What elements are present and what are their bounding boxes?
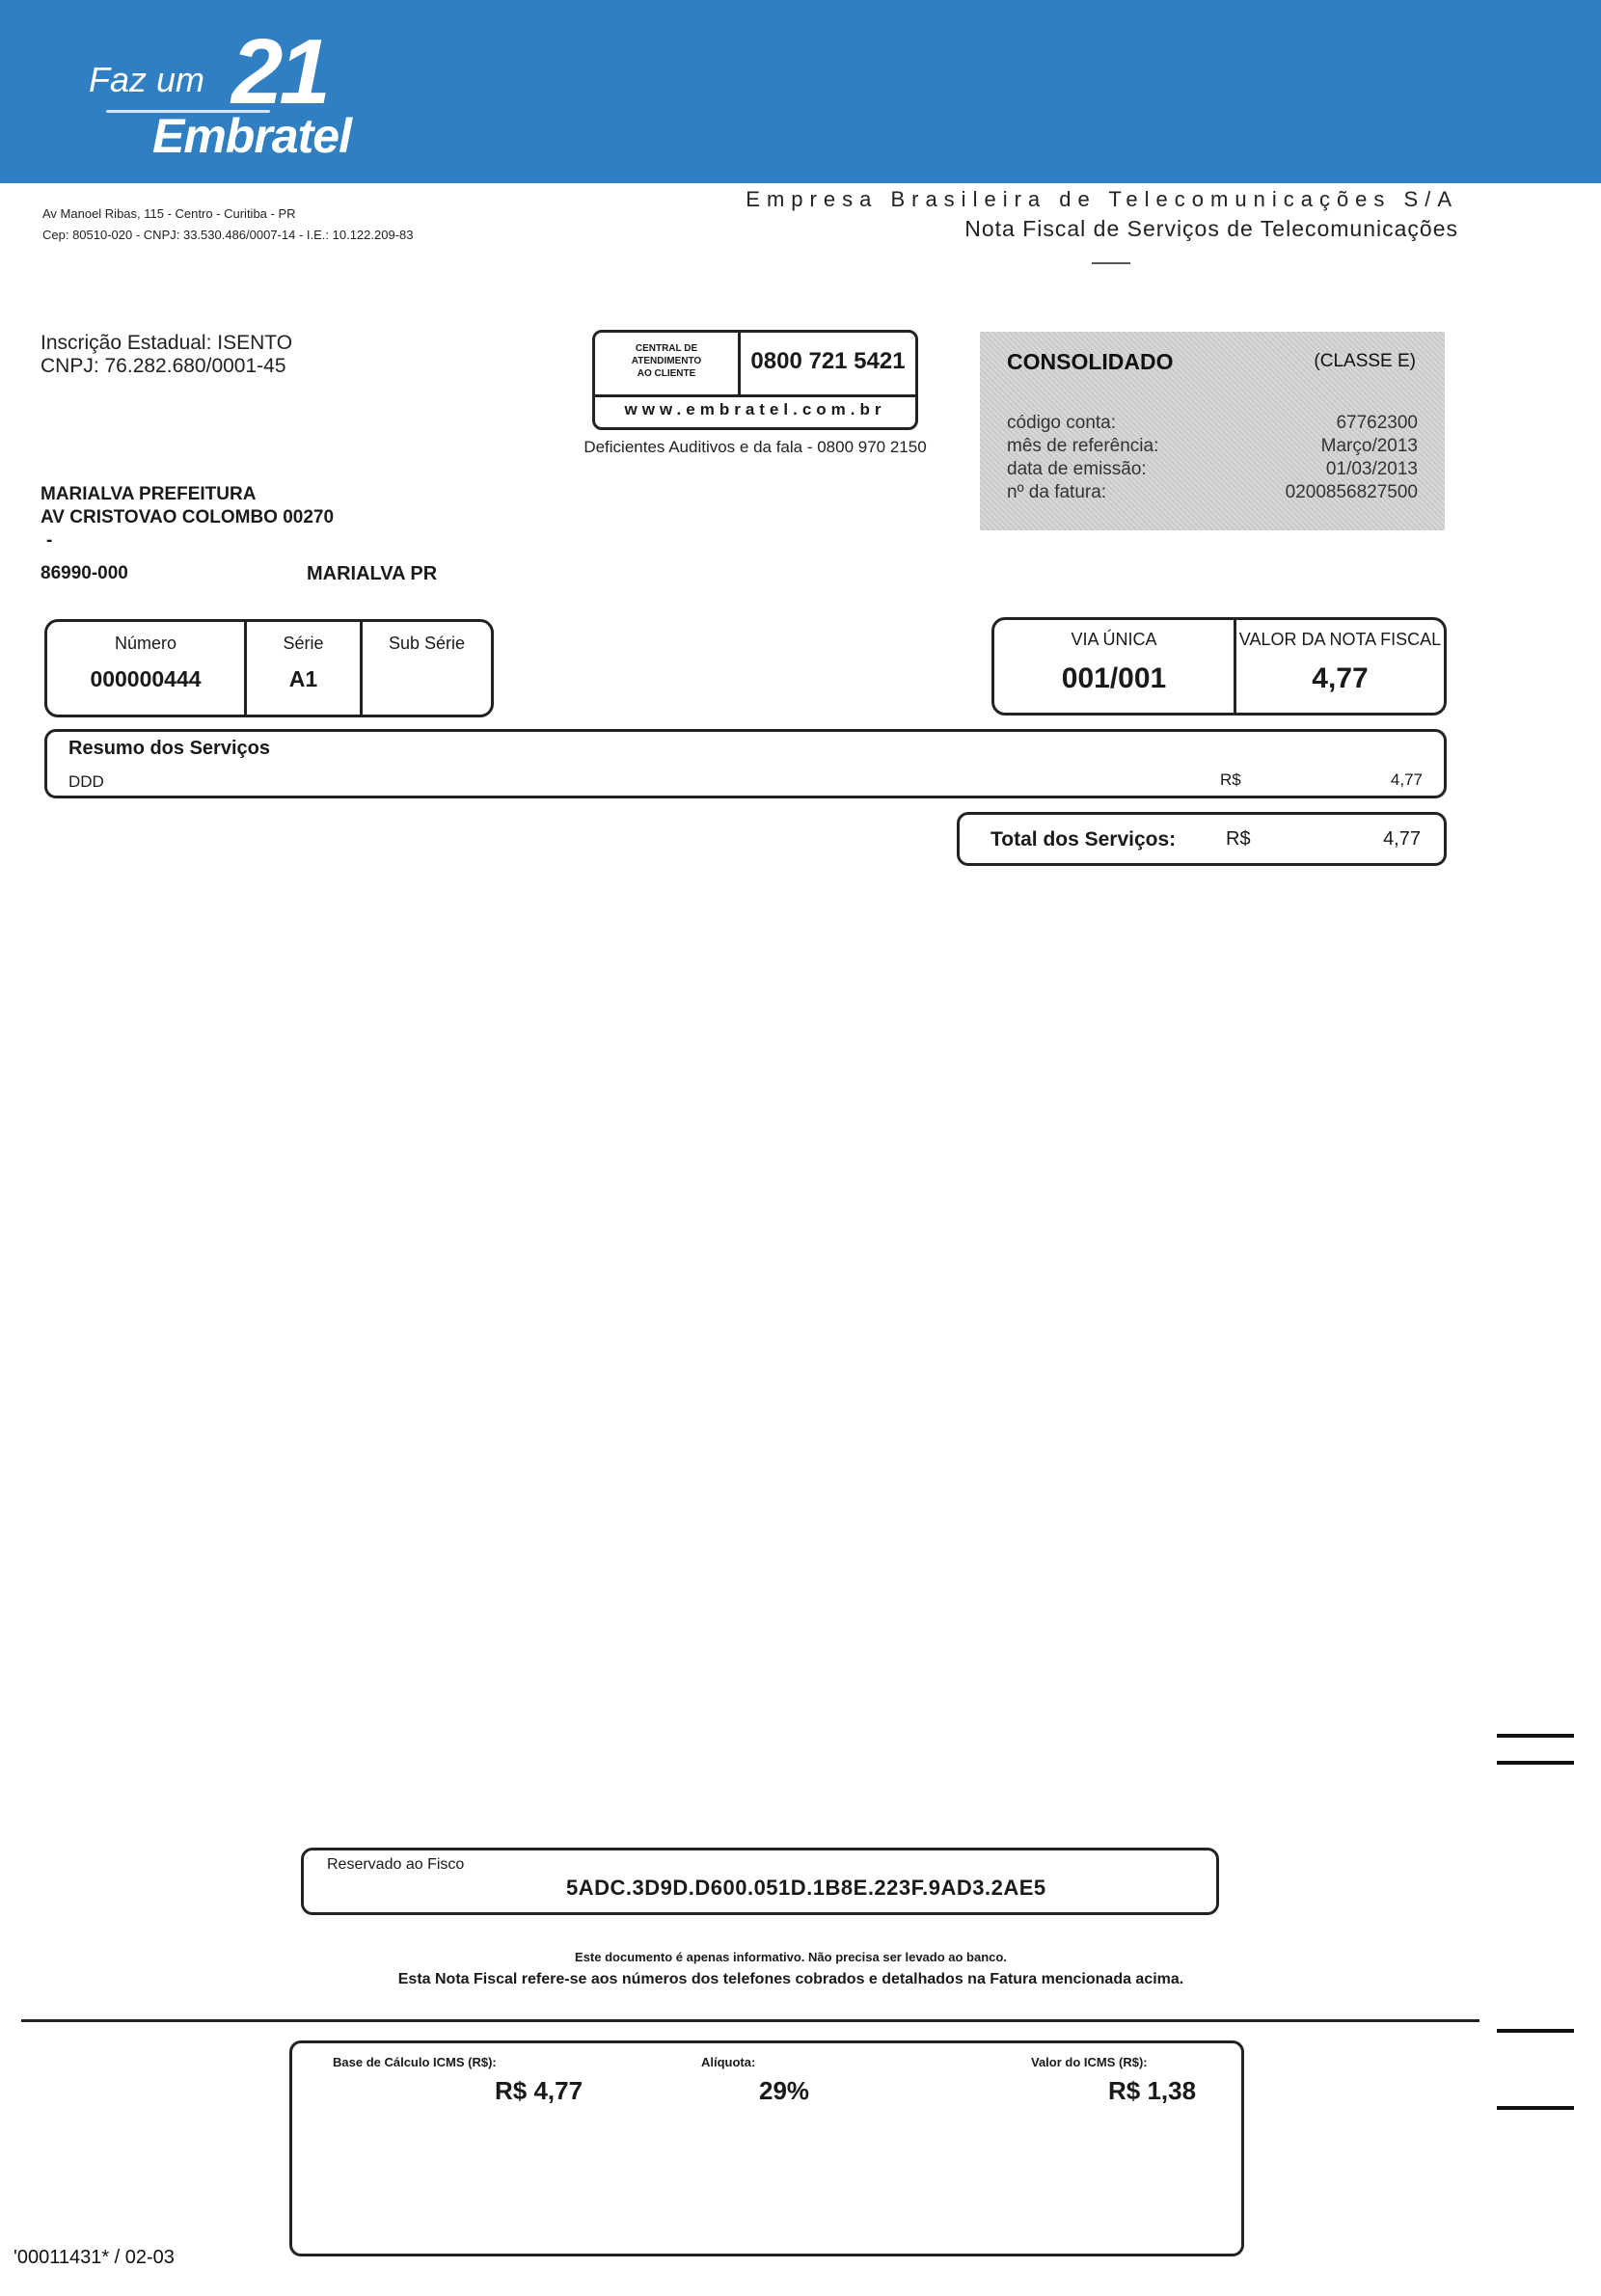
logo-embratel: Embratel	[152, 109, 351, 163]
central-atendimento-box	[592, 330, 918, 430]
nota-numero-box	[44, 619, 494, 717]
resumo-currency: R$	[1220, 770, 1241, 789]
consolidado-row-mes	[1007, 436, 1418, 457]
central-label-line2: ATENDIMENTO	[631, 356, 702, 366]
consolidado-classe: (CLASSE E)	[1314, 351, 1416, 371]
side-bar-3	[1497, 2029, 1574, 2033]
document-type: Nota Fiscal de Serviços de Telecomunicações	[964, 216, 1458, 241]
serie-value: A1	[288, 666, 318, 691]
numero-label: Número	[114, 634, 177, 653]
valor-nota-label: VALOR DA NOTA FISCAL	[1238, 630, 1442, 649]
customer-street: AV CRISTOVAO COLOMBO 00270	[41, 507, 335, 527]
valor-nota-value: 4,77	[1312, 662, 1369, 694]
company-name: Empresa Brasileira de Telecomunicações S/A	[746, 187, 1458, 211]
mes-referencia-value: Março/2013	[1320, 436, 1418, 456]
company-address-line2: Cep: 80510-020 - CNPJ: 33.530.486/0007-14 - I.E.: 10.122.209-83	[42, 228, 414, 242]
icms-aliquota-value: 29%	[759, 2076, 810, 2105]
codigo-conta-label: código conta:	[1007, 413, 1117, 433]
customer-name: MARIALVA PREFEITURA	[41, 484, 257, 504]
icms-valor-value: R$ 1,38	[1108, 2076, 1197, 2105]
icms-base-value: R$ 4,77	[495, 2076, 583, 2105]
notice-line1: Este documento é apenas informativo. Não precisa ser levado ao banco.	[575, 1950, 1007, 1964]
consolidado-title: CONSOLIDADO	[1007, 349, 1174, 374]
numero-fatura-value: 0200856827500	[1285, 482, 1418, 502]
icms-base-label: Base de Cálculo ICMS (R$):	[333, 2055, 497, 2069]
consolidado-panel	[980, 332, 1445, 530]
central-label	[595, 342, 738, 380]
icms-valor-label: Valor do ICMS (R$):	[1031, 2055, 1148, 2069]
mes-referencia-label: mês de referência:	[1007, 436, 1159, 456]
central-label-line3: AO CLIENTE	[637, 368, 696, 379]
side-bar-4	[1497, 2106, 1574, 2110]
side-bar-2	[1497, 1761, 1574, 1765]
via-label: VIA ÚNICA	[1071, 630, 1157, 649]
resumo-item-value: 4,77	[1390, 770, 1423, 789]
logo-faz-um: Faz um	[89, 60, 205, 99]
central-phone: 0800 721 5421	[750, 348, 906, 374]
reservado-fisco-box	[301, 1848, 1219, 1915]
via-valor-box	[991, 617, 1447, 716]
resumo-item-label: DDD	[68, 772, 104, 791]
deficientes-auditivos: Deficientes Auditivos e da fala - 0800 970 2150	[583, 438, 927, 456]
header-dash	[1092, 262, 1130, 264]
consolidado-row-emissao	[1007, 459, 1418, 480]
logo-21: 21	[231, 20, 327, 123]
icms-box	[289, 2040, 1244, 2256]
data-emissao-value: 01/03/2013	[1325, 459, 1418, 479]
customer-cep: 86990-000	[41, 563, 128, 583]
numero-fatura-label: nº da fatura:	[1007, 482, 1107, 502]
total-currency: R$	[1226, 828, 1251, 850]
codigo-conta-value: 67762300	[1336, 413, 1418, 433]
inscricao-estadual: Inscrição Estadual: ISENTO	[41, 332, 293, 354]
data-emissao-label: data de emissão:	[1007, 459, 1147, 479]
customer-city: MARIALVA PR	[307, 563, 438, 584]
footer-code: '00011431* / 02-03	[14, 2247, 175, 2268]
company-address-line1: Av Manoel Ribas, 115 - Centro - Curitiba - PR	[42, 206, 296, 221]
icms-aliquota-label: Alíquota:	[701, 2055, 756, 2069]
subserie-label: Sub Série	[388, 634, 466, 653]
notice-line2: Esta Nota Fiscal refere-se aos números dos telefones cobrados e detalhados na Fatura mencionada acima.	[397, 1971, 1184, 1987]
side-bar-1	[1497, 1734, 1574, 1738]
central-divider	[595, 394, 915, 397]
resumo-servicos-box	[44, 729, 1447, 798]
resumo-title: Resumo dos Serviços	[68, 738, 270, 759]
consolidado-row-fatura	[1007, 482, 1418, 503]
customer-cnpj: CNPJ: 76.282.680/0001-45	[41, 355, 286, 377]
total-label: Total dos Serviços:	[990, 828, 1177, 851]
central-label-line1: CENTRAL DE	[635, 343, 698, 354]
total-value: 4,77	[1383, 828, 1421, 850]
central-website[interactable]: www.embratel.com.br	[624, 400, 886, 419]
customer-dash: -	[46, 530, 53, 551]
total-servicos-box	[957, 812, 1447, 866]
numero-value: 000000444	[90, 666, 202, 691]
via-value: 001/001	[1061, 662, 1167, 694]
fisco-label: Reservado ao Fisco	[327, 1856, 465, 1873]
serie-label: Série	[283, 634, 324, 653]
consolidado-row-codigo	[1007, 413, 1418, 434]
separator-line	[21, 2019, 1479, 2022]
fisco-code: 5ADC.3D9D.D600.051D.1B8E.223F.9AD3.2AE5	[566, 1876, 1046, 1900]
